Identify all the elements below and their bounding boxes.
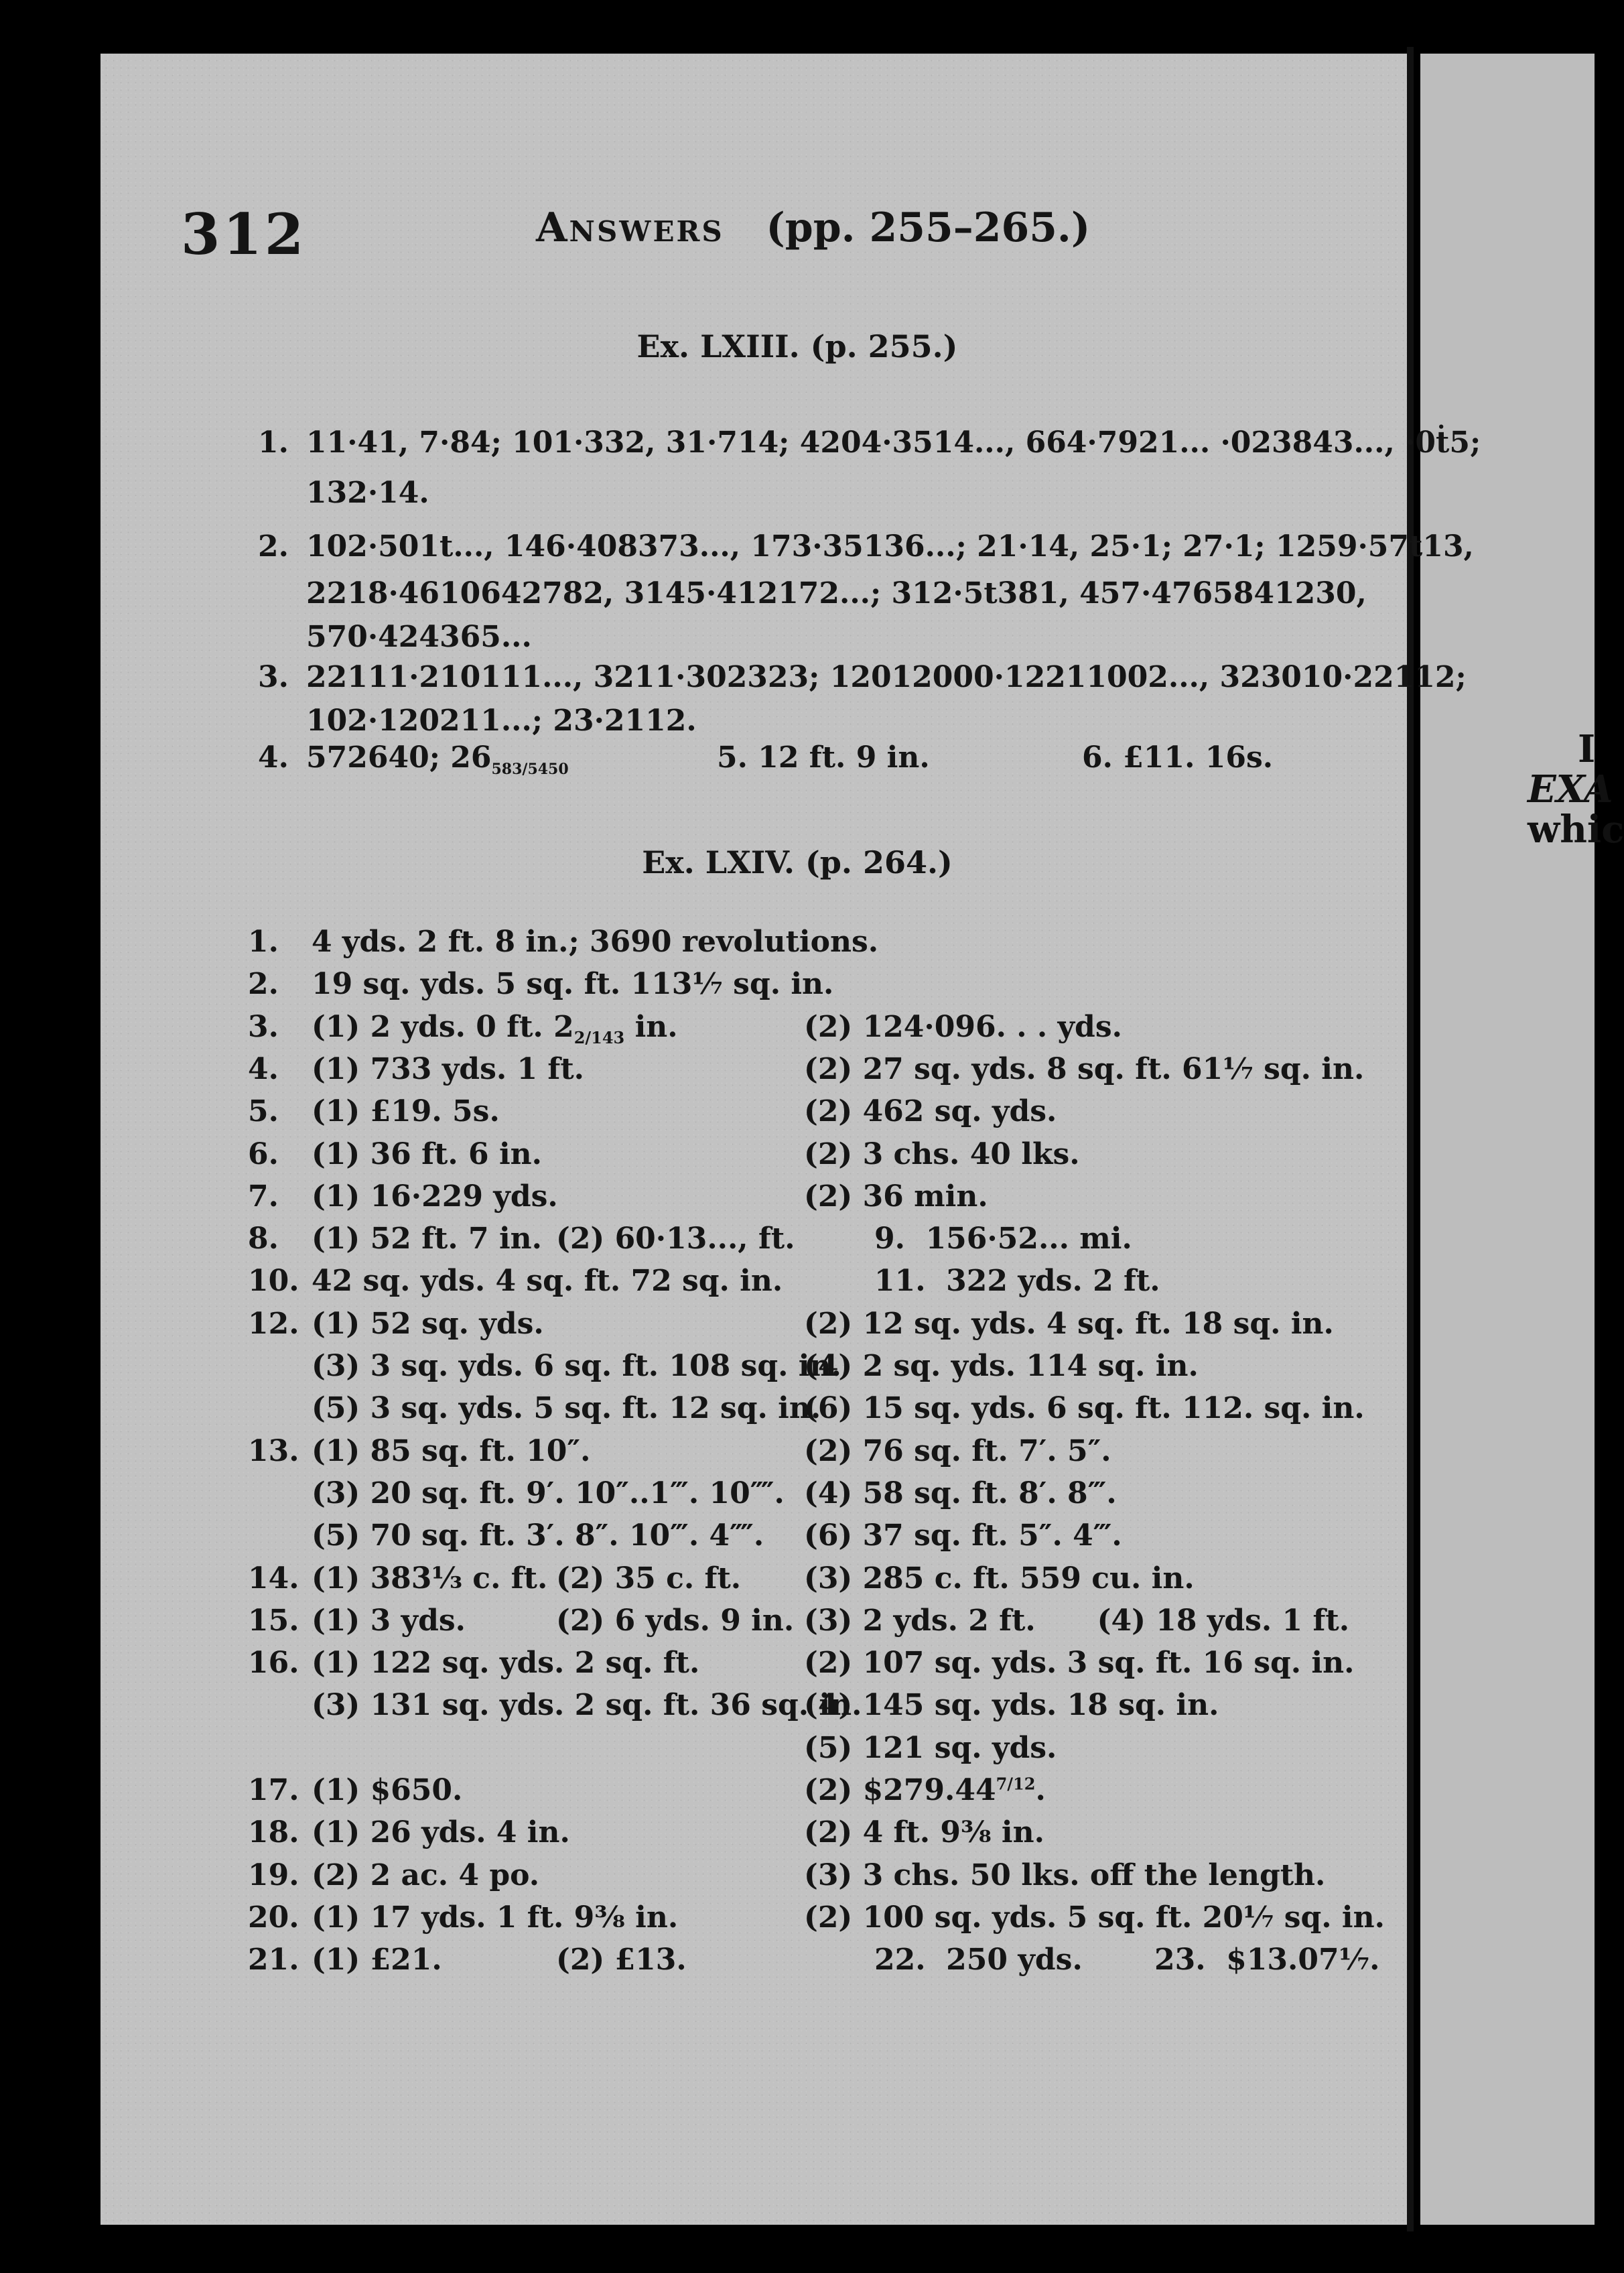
answer-text: (3) 3 sq. yds. 6 sq. ft. 108 sq. in.: [312, 1349, 841, 1383]
answer-left: [312, 1094, 500, 1128]
answer-middle: (2) £13.: [556, 1943, 687, 1977]
answer-line: [258, 620, 532, 654]
answer-right: [804, 1391, 1365, 1425]
answer-middle: (2) 60·13..., ft.: [556, 1222, 795, 1256]
answer-left: [312, 1943, 442, 1977]
answer-right: [804, 1518, 1122, 1553]
exercise-63-answer-6: 6. £11. 16s.: [1082, 740, 1274, 775]
answer-left: [312, 1688, 862, 1722]
answer-left: [312, 1773, 462, 1807]
answer-text: (3) 3 chs. 50 lks. off the length.: [804, 1858, 1326, 1892]
answer-text: (1) 52 ft. 7 in.: [312, 1222, 542, 1256]
answer-right: [804, 1010, 1122, 1044]
answer-number: 1.: [248, 925, 279, 959]
answer-number: 18.: [248, 1815, 299, 1849]
answer-right: [874, 1222, 1132, 1256]
adjacent-page-edge: [1420, 54, 1595, 2225]
answer-right: [804, 1094, 1057, 1128]
answer-text: 102·501t..., 146·408373..., 173·35136...; 21·14, 25·1; 27·1; 1259·57t13,: [306, 529, 1474, 564]
answer-left: [312, 967, 833, 1001]
answer-right: [804, 1137, 1080, 1171]
answer-number: 5.: [248, 1094, 279, 1128]
answer-left: [312, 1434, 590, 1468]
answer-right: [804, 1646, 1354, 1680]
answer-right: [804, 1858, 1325, 1892]
answer-text: 9. 156·52... mi.: [874, 1222, 1132, 1256]
answer-right: [804, 1052, 1364, 1086]
answer-text: (1) 122 sq. yds. 2 sq. ft.: [312, 1646, 700, 1680]
page-number: 312: [181, 201, 307, 267]
answer-text: (2) 107 sq. yds. 3 sq. ft. 16 sq. in.: [804, 1646, 1355, 1680]
answer-text: 11·41, 7·84; 101·332, 31·714; 4204·3514..., 664·7921... ·023843..., ·0ṫ5;: [306, 426, 1481, 460]
answer-text: (2) 3 chs. 40 lks.: [804, 1137, 1080, 1171]
answer-number: 14.: [248, 1561, 299, 1596]
answer-right: [804, 1731, 1057, 1765]
answer-text: (1) 16·229 yds.: [312, 1179, 558, 1214]
answer-left: [312, 1179, 558, 1214]
answer-left: [312, 1518, 764, 1553]
answer-left: [312, 1222, 542, 1256]
answer-text: 19 sq. yds. 5 sq. ft. 113⅐ sq. in.: [312, 967, 834, 1001]
answer-text: 572640; 26: [306, 740, 492, 775]
answer-number: 10.: [248, 1264, 299, 1298]
answer-left: [312, 1052, 584, 1086]
answer-right: [804, 1179, 988, 1214]
answer-text: (2) 462 sq. yds.: [804, 1094, 1057, 1128]
answer-text: (6) 37 sq. ft. 5″. 4‴.: [804, 1518, 1122, 1553]
answer-left: [312, 1815, 570, 1849]
answer-right: [804, 1476, 1117, 1510]
answer-fraction: 583/5450: [491, 760, 569, 778]
answer-text: (1) £19. 5s.: [312, 1094, 500, 1128]
answer-text: (2) 100 sq. yds. 5 sq. ft. 20⅐ sq. in.: [804, 1900, 1385, 1935]
adjacent-fragment: EXA: [1528, 767, 1613, 811]
answer-left: [312, 1307, 544, 1341]
answer-left: [312, 1561, 547, 1596]
answer-text: (1) 2 yds. 0 ft. 2: [312, 1010, 574, 1044]
answer-left: [312, 1858, 539, 1892]
answer-number: 2.: [248, 967, 279, 1001]
answer-left: [312, 1137, 542, 1171]
answer-number: 13.: [248, 1434, 299, 1468]
answer-number: 7.: [248, 1179, 279, 1214]
exercise-64-title: Ex. LXIV. (p. 264.): [642, 844, 953, 881]
exercise-63-answer-5: 5. 12 ft. 9 in.: [717, 740, 930, 775]
answer-middle: (2) 6 yds. 9 in.: [556, 1604, 795, 1638]
answer-text: 22111·210111..., 3211·302323; 12012000·12211002..., 323010·22112;: [306, 660, 1467, 694]
answer-right: [874, 1943, 1379, 1977]
answer-right: [804, 1434, 1111, 1468]
answer-number: 4.: [258, 740, 289, 775]
answer-text: (1) £21.: [312, 1943, 442, 1977]
answer-number: 12.: [248, 1307, 299, 1341]
answer-left: [312, 1349, 841, 1383]
answer-text: (2) 2 ac. 4 po.: [312, 1858, 540, 1892]
answer-text: (6) 15 sq. yds. 6 sq. ft. 112. sq. in.: [804, 1391, 1365, 1425]
answer-left: [312, 1264, 783, 1298]
answer-right: [804, 1688, 1219, 1722]
answer-text: (2) 12 sq. yds. 4 sq. ft. 18 sq. in.: [804, 1307, 1334, 1341]
adjacent-fragment: I: [1578, 727, 1596, 771]
running-head-pages: (pp. 255–265.): [766, 204, 1091, 251]
answer-text: (2) 36 min.: [804, 1179, 988, 1214]
answer-number: 3.: [248, 1010, 279, 1044]
adjacent-fragment: whic: [1528, 807, 1624, 852]
running-head-word: Answers: [536, 204, 724, 251]
answer-text: .: [1035, 1773, 1046, 1807]
answer-text: 132·14.: [306, 476, 429, 510]
answer-text: 2218·4610642782, 3145·412172...; 312·5t381, 457·4765841230,: [306, 576, 1367, 610]
answer-text: (1) 3 yds.: [312, 1604, 466, 1638]
exercise-63-line-4: [258, 740, 569, 778]
answer-text: (2) $279.44: [804, 1773, 996, 1807]
answer-text: (3) 131 sq. yds. 2 sq. ft. 36 sq. in.: [312, 1688, 862, 1722]
answer-text: (3) 2 yds. 2 ft. (4) 18 yds. 1 ft.: [804, 1604, 1350, 1638]
answer-text: (3) 285 c. ft. 559 cu. in.: [804, 1561, 1195, 1596]
answer-right: [804, 1815, 1044, 1849]
answer-number: 1.: [258, 426, 289, 460]
answer-left: [312, 925, 878, 959]
answer-text: (5) 70 sq. ft. 3′. 8″. 10‴. 4⁗.: [312, 1518, 764, 1553]
answer-number: 6.: [248, 1137, 279, 1171]
answer-right: [804, 1900, 1385, 1935]
answer-text: 22. 250 yds. 23. $13.07⅐.: [874, 1943, 1380, 1977]
answer-fraction: 7/12: [996, 1774, 1036, 1794]
answer-text: (1) $650.: [312, 1773, 463, 1807]
answer-right: [804, 1349, 1199, 1383]
answer-text: (4) 145 sq. yds. 18 sq. in.: [804, 1688, 1219, 1722]
book-page: [100, 54, 1407, 2225]
answer-number: 17.: [248, 1773, 299, 1807]
answer-left: [312, 1010, 678, 1047]
answer-text: (3) 20 sq. ft. 9′. 10″..1‴. 10⁗.: [312, 1476, 785, 1510]
answer-text: (4) 2 sq. yds. 114 sq. in.: [804, 1349, 1199, 1383]
answer-line: [258, 576, 1367, 610]
answer-text: (1) 26 yds. 4 in.: [312, 1815, 570, 1849]
answer-line: [258, 660, 1467, 694]
answer-text: (2) 27 sq. yds. 8 sq. ft. 61⅐ sq. in.: [804, 1052, 1365, 1086]
answer-text: (1) 383⅓ c. ft.: [312, 1561, 548, 1596]
answer-middle: (2) 35 c. ft.: [556, 1561, 742, 1596]
answer-number: 21.: [248, 1943, 299, 1977]
answer-text: 570·424365...: [306, 620, 532, 654]
answer-number: 4.: [248, 1052, 279, 1086]
answer-number: 15.: [248, 1604, 299, 1638]
answer-text: 42 sq. yds. 4 sq. ft. 72 sq. in.: [312, 1264, 783, 1298]
answer-right: [804, 1604, 1349, 1638]
answer-text: (2) 124·096. . . yds.: [804, 1010, 1122, 1044]
answer-right: [804, 1773, 1046, 1807]
answer-left: [312, 1391, 821, 1425]
answer-text: (1) 36 ft. 6 in.: [312, 1137, 542, 1171]
answer-number: 20.: [248, 1900, 299, 1935]
answer-text: (1) 85 sq. ft. 10″.: [312, 1434, 591, 1468]
answer-text: 4 yds. 2 ft. 8 in.; 3690 revolutions.: [312, 925, 879, 959]
page-gutter: [1407, 47, 1414, 2231]
answer-right: [804, 1561, 1195, 1596]
exercise-63-title: Ex. LXIII. (p. 255.): [636, 328, 958, 365]
answer-left: [312, 1604, 466, 1638]
answer-number: 2.: [258, 529, 289, 564]
answer-line: [258, 426, 1481, 460]
answer-right: [874, 1264, 1160, 1298]
answer-left: [312, 1646, 699, 1680]
answer-line: [258, 529, 1474, 564]
answer-text: (2) 76 sq. ft. 7′. 5″.: [804, 1434, 1111, 1468]
answer-line: [258, 704, 697, 738]
answer-left: [312, 1476, 785, 1510]
answer-line: [258, 476, 429, 510]
answer-number: 16.: [248, 1646, 299, 1680]
answer-number: 3.: [258, 660, 289, 694]
answer-text: (5) 121 sq. yds.: [804, 1731, 1057, 1765]
answer-text: (1) 52 sq. yds.: [312, 1307, 544, 1341]
answer-text: 102·120211...; 23·2112.: [306, 704, 697, 738]
answer-text: 11. 322 yds. 2 ft.: [874, 1264, 1160, 1298]
answer-left: [312, 1900, 678, 1935]
answer-text: (1) 17 yds. 1 ft. 9⅜ in.: [312, 1900, 679, 1935]
answer-text: (1) 733 yds. 1 ft.: [312, 1052, 584, 1086]
answer-number: 8.: [248, 1222, 279, 1256]
answer-number: 19.: [248, 1858, 299, 1892]
answer-fraction: 2/143: [573, 1027, 625, 1047]
running-head: [536, 204, 1090, 251]
answer-right: [804, 1307, 1334, 1341]
answer-text: (5) 3 sq. yds. 5 sq. ft. 12 sq. in.: [312, 1391, 821, 1425]
answer-text: (4) 58 sq. ft. 8′. 8‴.: [804, 1476, 1117, 1510]
answer-text: (2) 4 ft. 9⅜ in.: [804, 1815, 1044, 1849]
answer-text: in.: [624, 1010, 678, 1044]
